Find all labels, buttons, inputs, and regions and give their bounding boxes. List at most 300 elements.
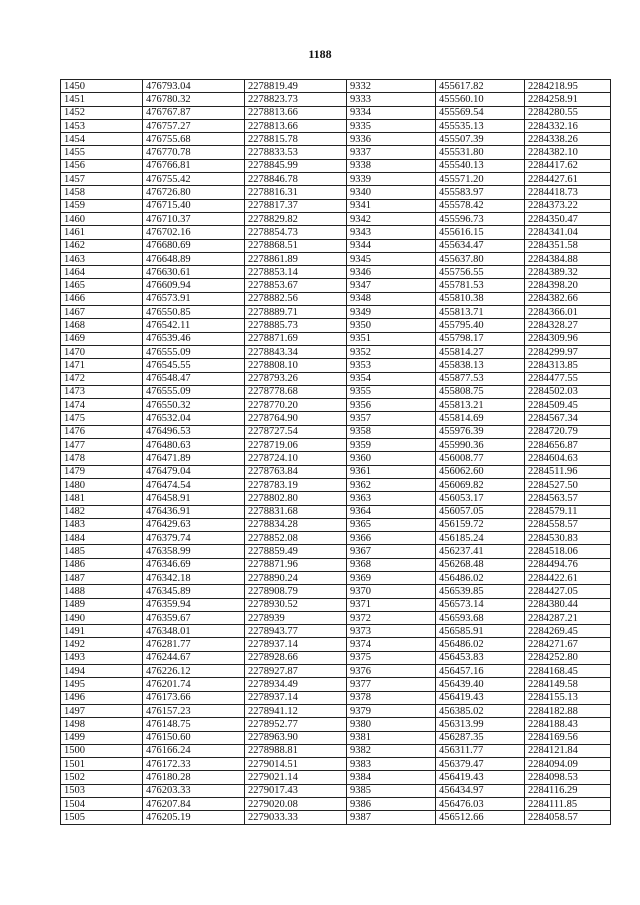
table-cell: 9357 (347, 412, 436, 425)
table-cell: 9370 (347, 585, 436, 598)
table-cell: 1456 (61, 159, 143, 172)
table-cell: 2284373.22 (525, 199, 611, 212)
table-row (61, 718, 611, 731)
table-row (61, 212, 611, 225)
table-cell: 1502 (61, 771, 143, 784)
table-row (61, 252, 611, 265)
table-cell: 1483 (61, 518, 143, 531)
table-cell: 476726.80 (143, 186, 245, 199)
table-cell: 2284417.62 (525, 159, 611, 172)
table-cell: 1450 (61, 80, 143, 93)
table-cell: 2278882.56 (245, 292, 347, 305)
table-cell: 2278854.73 (245, 226, 347, 239)
table-cell: 9339 (347, 173, 436, 186)
table-cell: 2284258.91 (525, 93, 611, 106)
table-row (61, 106, 611, 119)
table-cell: 9347 (347, 279, 436, 292)
table-cell: 2278813.66 (245, 119, 347, 132)
table-cell: 2279033.33 (245, 811, 347, 824)
table-cell: 9366 (347, 532, 436, 545)
table-cell: 1461 (61, 226, 143, 239)
table-cell: 2278793.26 (245, 372, 347, 385)
table-row (61, 319, 611, 332)
table-row (61, 133, 611, 146)
table-cell: 1501 (61, 758, 143, 771)
table-cell: 1463 (61, 252, 143, 265)
table-cell: 456457.16 (436, 665, 525, 678)
table-row (61, 186, 611, 199)
table-cell: 1462 (61, 239, 143, 252)
table-cell: 2284384.88 (525, 252, 611, 265)
table-row (61, 744, 611, 757)
table-cell: 2284098.53 (525, 771, 611, 784)
table-cell: 2284287.21 (525, 611, 611, 624)
table-cell: 2278843.34 (245, 345, 347, 358)
table-cell: 456593.68 (436, 611, 525, 624)
table-row (61, 638, 611, 651)
table-cell: 2284720.79 (525, 425, 611, 438)
table-cell: 9381 (347, 731, 436, 744)
table-cell: 476244.67 (143, 651, 245, 664)
table-cell: 1496 (61, 691, 143, 704)
table-cell: 2284058.57 (525, 811, 611, 824)
table-cell: 455596.73 (436, 212, 525, 225)
table-cell: 476207.84 (143, 798, 245, 811)
table-row (61, 571, 611, 584)
table-cell: 476379.74 (143, 532, 245, 545)
table-cell: 456539.85 (436, 585, 525, 598)
table-cell: 9369 (347, 571, 436, 584)
table-cell: 9382 (347, 744, 436, 757)
table-cell: 456159.72 (436, 518, 525, 531)
table-cell: 2278719.06 (245, 439, 347, 452)
table-cell: 1475 (61, 412, 143, 425)
table-cell: 2284511.96 (525, 465, 611, 478)
table-cell: 2279014.51 (245, 758, 347, 771)
table-cell: 9368 (347, 558, 436, 571)
table-cell: 455571.20 (436, 173, 525, 186)
table-cell: 2284509.45 (525, 399, 611, 412)
table-cell: 456434.97 (436, 784, 525, 797)
table-cell: 2278937.14 (245, 691, 347, 704)
table-cell: 455756.55 (436, 266, 525, 279)
table-cell: 476757.27 (143, 119, 245, 132)
table-cell: 476766.81 (143, 159, 245, 172)
table-cell: 476205.19 (143, 811, 245, 824)
table-row (61, 665, 611, 678)
table-cell: 1505 (61, 811, 143, 824)
table-cell: 455617.82 (436, 80, 525, 93)
table-cell: 2284418.73 (525, 186, 611, 199)
table-cell: 9352 (347, 345, 436, 358)
table-cell: 2284366.01 (525, 306, 611, 319)
table-cell: 1458 (61, 186, 143, 199)
table-cell: 2284271.67 (525, 638, 611, 651)
table-cell: 9367 (347, 545, 436, 558)
table-row (61, 359, 611, 372)
table-cell: 2284094.09 (525, 758, 611, 771)
table-cell: 456311.77 (436, 744, 525, 757)
table-cell: 9364 (347, 505, 436, 518)
table-cell: 2284309.96 (525, 332, 611, 345)
table-cell: 1477 (61, 439, 143, 452)
table-cell: 2278937.14 (245, 638, 347, 651)
table-cell: 2284182.88 (525, 704, 611, 717)
table-cell: 455535.13 (436, 119, 525, 132)
table-cell: 1494 (61, 665, 143, 678)
table-cell: 455813.71 (436, 306, 525, 319)
table-cell: 9374 (347, 638, 436, 651)
table-cell: 456486.02 (436, 638, 525, 651)
table-cell: 2278927.87 (245, 665, 347, 678)
table-cell: 455877.53 (436, 372, 525, 385)
table-row (61, 399, 611, 412)
table-cell: 476474.54 (143, 478, 245, 491)
table-cell: 1479 (61, 465, 143, 478)
table-cell: 2284188.43 (525, 718, 611, 731)
table-cell: 2284121.84 (525, 744, 611, 757)
table-cell: 476226.12 (143, 665, 245, 678)
table-cell: 2278868.51 (245, 239, 347, 252)
table-cell: 476346.69 (143, 558, 245, 571)
table-cell: 2284477.55 (525, 372, 611, 385)
table-cell: 1470 (61, 345, 143, 358)
table-cell: 2278783.19 (245, 478, 347, 491)
table-cell: 2278890.24 (245, 571, 347, 584)
table-cell: 2284427.61 (525, 173, 611, 186)
table-cell: 456313.99 (436, 718, 525, 731)
table-cell: 476715.40 (143, 199, 245, 212)
table-row (61, 611, 611, 624)
table-cell: 1453 (61, 119, 143, 132)
table-cell: 2279021.14 (245, 771, 347, 784)
table-row (61, 266, 611, 279)
table-cell: 455540.13 (436, 159, 525, 172)
table-row (61, 146, 611, 159)
table-cell: 2284382.10 (525, 146, 611, 159)
table-cell: 456069.82 (436, 478, 525, 491)
table-row (61, 385, 611, 398)
table-row (61, 731, 611, 744)
table-cell: 2284656.87 (525, 439, 611, 452)
table-cell: 9380 (347, 718, 436, 731)
table-cell: 1472 (61, 372, 143, 385)
table-cell: 455578.42 (436, 199, 525, 212)
table-cell: 1474 (61, 399, 143, 412)
table-row (61, 93, 611, 106)
table-cell: 476173.66 (143, 691, 245, 704)
table-cell: 1451 (61, 93, 143, 106)
table-cell: 476780.32 (143, 93, 245, 106)
table-cell: 1480 (61, 478, 143, 491)
table-cell: 2278846.78 (245, 173, 347, 186)
table-cell: 456268.48 (436, 558, 525, 571)
table-cell: 2278930.52 (245, 598, 347, 611)
table-cell: 476555.09 (143, 345, 245, 358)
table-cell: 2284382.66 (525, 292, 611, 305)
table-cell: 455531.80 (436, 146, 525, 159)
table-cell: 2284269.45 (525, 625, 611, 638)
table-cell: 2278988.81 (245, 744, 347, 757)
table-cell: 456379.47 (436, 758, 525, 771)
table-cell: 1492 (61, 638, 143, 651)
table-cell: 456237.41 (436, 545, 525, 558)
table-cell: 9371 (347, 598, 436, 611)
table-row (61, 279, 611, 292)
table-cell: 476148.75 (143, 718, 245, 731)
table-row (61, 771, 611, 784)
table-cell: 2284530.83 (525, 532, 611, 545)
table-cell: 476166.24 (143, 744, 245, 757)
table-row (61, 439, 611, 452)
table-cell: 9333 (347, 93, 436, 106)
table-cell: 9356 (347, 399, 436, 412)
table-cell: 456585.91 (436, 625, 525, 638)
table-cell: 455976.39 (436, 425, 525, 438)
table-cell: 476429.63 (143, 518, 245, 531)
table-cell: 2284563.57 (525, 492, 611, 505)
table-cell: 476609.94 (143, 279, 245, 292)
table-cell: 1468 (61, 319, 143, 332)
table-cell: 9348 (347, 292, 436, 305)
table-cell: 2278963.90 (245, 731, 347, 744)
table-cell: 456419.43 (436, 771, 525, 784)
table-row (61, 625, 611, 638)
table-cell: 2284332.16 (525, 119, 611, 132)
table-cell: 476359.94 (143, 598, 245, 611)
table-cell: 455810.38 (436, 292, 525, 305)
table-cell: 476281.77 (143, 638, 245, 651)
table-cell: 9349 (347, 306, 436, 319)
table-cell: 455560.10 (436, 93, 525, 106)
table-cell: 9359 (347, 439, 436, 452)
table-row (61, 119, 611, 132)
table-cell: 1471 (61, 359, 143, 372)
table-cell: 2278808.10 (245, 359, 347, 372)
page-number: 1188 (308, 47, 332, 61)
table-cell: 476550.32 (143, 399, 245, 412)
table-cell: 455616.15 (436, 226, 525, 239)
table-cell: 9372 (347, 611, 436, 624)
table-row (61, 345, 611, 358)
table-cell: 1489 (61, 598, 143, 611)
table-cell: 2284350.47 (525, 212, 611, 225)
table-cell: 2278871.69 (245, 332, 347, 345)
table-cell: 455798.17 (436, 332, 525, 345)
table-cell: 455634.47 (436, 239, 525, 252)
table-cell: 1454 (61, 133, 143, 146)
table-cell: 455814.69 (436, 412, 525, 425)
table-cell: 476157.23 (143, 704, 245, 717)
table-cell: 455838.13 (436, 359, 525, 372)
table-row (61, 80, 611, 93)
table-cell: 9340 (347, 186, 436, 199)
table-cell: 476150.60 (143, 731, 245, 744)
table-cell: 455569.54 (436, 106, 525, 119)
table-cell: 9337 (347, 146, 436, 159)
table-cell: 1490 (61, 611, 143, 624)
table-cell: 9354 (347, 372, 436, 385)
table-cell: 456419.43 (436, 691, 525, 704)
table-cell: 9362 (347, 478, 436, 491)
table-cell: 1495 (61, 678, 143, 691)
table-cell: 1485 (61, 545, 143, 558)
table-row (61, 811, 611, 824)
table-cell: 455507.39 (436, 133, 525, 146)
table-cell: 476710.37 (143, 212, 245, 225)
table-cell: 2284328.27 (525, 319, 611, 332)
table-cell: 2284567.34 (525, 412, 611, 425)
table-cell: 9350 (347, 319, 436, 332)
table-cell: 476348.01 (143, 625, 245, 638)
table-row (61, 585, 611, 598)
table-cell: 2278829.82 (245, 212, 347, 225)
table-cell: 2278943.77 (245, 625, 347, 638)
table-cell: 9361 (347, 465, 436, 478)
table-cell: 476496.53 (143, 425, 245, 438)
table-cell: 476755.42 (143, 173, 245, 186)
table-cell: 2284380.44 (525, 598, 611, 611)
table-cell: 2284313.85 (525, 359, 611, 372)
table-cell: 476532.04 (143, 412, 245, 425)
table-row (61, 465, 611, 478)
table-cell: 2278770.20 (245, 399, 347, 412)
table-cell: 1467 (61, 306, 143, 319)
table-cell: 1466 (61, 292, 143, 305)
table-cell: 1455 (61, 146, 143, 159)
table-cell: 476767.87 (143, 106, 245, 119)
table-cell: 9355 (347, 385, 436, 398)
table-cell: 9386 (347, 798, 436, 811)
table-row (61, 412, 611, 425)
table-cell: 1500 (61, 744, 143, 757)
table-cell: 2284558.57 (525, 518, 611, 531)
table-cell: 9344 (347, 239, 436, 252)
table-cell: 9341 (347, 199, 436, 212)
table-cell: 2278941.12 (245, 704, 347, 717)
table-cell: 2278813.66 (245, 106, 347, 119)
table-cell: 2278817.37 (245, 199, 347, 212)
table-cell: 2278802.80 (245, 492, 347, 505)
table-cell: 1473 (61, 385, 143, 398)
table-cell: 2278853.67 (245, 279, 347, 292)
table-cell: 2284169.56 (525, 731, 611, 744)
table-cell: 1486 (61, 558, 143, 571)
table-cell: 9334 (347, 106, 436, 119)
table-row (61, 478, 611, 491)
table-cell: 456185.24 (436, 532, 525, 545)
table-cell: 476480.63 (143, 439, 245, 452)
table-cell: 2278763.84 (245, 465, 347, 478)
table-cell: 2284149.58 (525, 678, 611, 691)
table-cell: 2278831.68 (245, 505, 347, 518)
table-row (61, 332, 611, 345)
table-cell: 1460 (61, 212, 143, 225)
table-cell: 2284502.03 (525, 385, 611, 398)
table-cell: 1481 (61, 492, 143, 505)
table-cell: 2278764.90 (245, 412, 347, 425)
table-cell: 2278871.96 (245, 558, 347, 571)
table-cell: 1482 (61, 505, 143, 518)
table-cell: 2284280.55 (525, 106, 611, 119)
table-cell: 476358.99 (143, 545, 245, 558)
table-cell: 1464 (61, 266, 143, 279)
table-row (61, 452, 611, 465)
table-row (61, 372, 611, 385)
table-row (61, 239, 611, 252)
table-row (61, 651, 611, 664)
table-cell: 1498 (61, 718, 143, 731)
table-cell: 1504 (61, 798, 143, 811)
table-cell: 9379 (347, 704, 436, 717)
table-cell: 9360 (347, 452, 436, 465)
table-cell: 1469 (61, 332, 143, 345)
table-cell: 1491 (61, 625, 143, 638)
table-cell: 456287.35 (436, 731, 525, 744)
table-cell: 9373 (347, 625, 436, 638)
table-cell: 1497 (61, 704, 143, 717)
table-cell: 2278934.49 (245, 678, 347, 691)
table-cell: 9346 (347, 266, 436, 279)
table-cell: 2284422.61 (525, 571, 611, 584)
table-row (61, 505, 611, 518)
table-cell: 2284155.13 (525, 691, 611, 704)
table-row (61, 199, 611, 212)
table-cell: 476539.46 (143, 332, 245, 345)
table-cell: 476359.67 (143, 611, 245, 624)
table-cell: 9351 (347, 332, 436, 345)
table-cell: 1488 (61, 585, 143, 598)
table-cell: 456476.03 (436, 798, 525, 811)
table-cell: 456062.60 (436, 465, 525, 478)
table-cell: 2284427.05 (525, 585, 611, 598)
table-cell: 2278727.54 (245, 425, 347, 438)
table-cell: 2284116.29 (525, 784, 611, 797)
table-cell: 2278853.14 (245, 266, 347, 279)
table-row (61, 798, 611, 811)
table-cell: 1452 (61, 106, 143, 119)
table-cell: 2278852.08 (245, 532, 347, 545)
table-cell: 9383 (347, 758, 436, 771)
table-cell: 456486.02 (436, 571, 525, 584)
table-row (61, 558, 611, 571)
table-cell: 9358 (347, 425, 436, 438)
table-cell: 9336 (347, 133, 436, 146)
table-row (61, 704, 611, 717)
table-cell: 476550.85 (143, 306, 245, 319)
table-cell: 476702.16 (143, 226, 245, 239)
table-row (61, 492, 611, 505)
table-cell: 476770.78 (143, 146, 245, 159)
table-cell: 455814.27 (436, 345, 525, 358)
table-cell: 9385 (347, 784, 436, 797)
table-cell: 476755.68 (143, 133, 245, 146)
table-cell: 476201.74 (143, 678, 245, 691)
table-row (61, 226, 611, 239)
table-cell: 476545.55 (143, 359, 245, 372)
table-cell: 9353 (347, 359, 436, 372)
table-cell: 476573.91 (143, 292, 245, 305)
table-cell: 9377 (347, 678, 436, 691)
table-row (61, 784, 611, 797)
table-cell: 2279017.43 (245, 784, 347, 797)
table-cell: 1487 (61, 571, 143, 584)
table-cell: 2279020.08 (245, 798, 347, 811)
table-cell: 9345 (347, 252, 436, 265)
table-cell: 476479.04 (143, 465, 245, 478)
table-cell: 2278859.49 (245, 545, 347, 558)
table-cell: 455795.40 (436, 319, 525, 332)
